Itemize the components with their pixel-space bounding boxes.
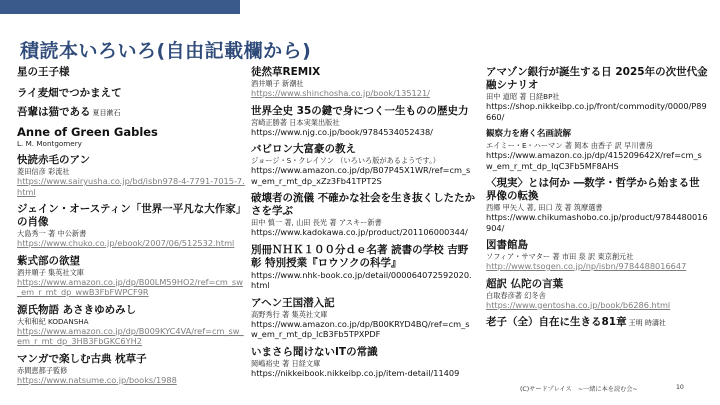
book-title: マンガで楽しむ古典 枕草子 (17, 352, 147, 365)
book-title: Anne of Green Gables (17, 125, 158, 139)
book-title: 快読赤毛のアン (17, 154, 91, 166)
page-number: 10 (676, 384, 684, 391)
book-entry (486, 316, 708, 330)
book-entry (486, 278, 708, 311)
book-entry (251, 244, 476, 291)
book-column-1 (17, 66, 245, 391)
book-author-inline: 夏目漱石 (92, 109, 121, 117)
book-author-publisher: 白取春彦著 幻冬舎 (486, 290, 546, 300)
book-title: 源氏物語 あさきゆめみし (17, 303, 137, 316)
book-title: 世界全史 35の鍵で身につく一生ものの歴史力 (251, 104, 469, 117)
book-entry (17, 66, 245, 79)
book-author-publisher: 酒井順子 集英社文庫 (17, 267, 84, 277)
book-author-publisher: 高野秀行 著 集英社文庫 (251, 309, 328, 319)
book-entry (251, 105, 476, 138)
book-entry (17, 203, 245, 249)
book-entry (17, 154, 245, 197)
book-column-2 (251, 66, 476, 384)
book-url-link[interactable]: https://www.kadokawa.co.jp/product/201106000344/ (251, 227, 468, 237)
book-url-link[interactable]: https://www.gentosha.co.jp/book/b6286.html (486, 299, 671, 310)
book-author-publisher: ジョージ・S・クレイソン （いろいろ版があるようです。） (251, 156, 440, 165)
book-entry (251, 346, 476, 379)
book-url-link[interactable]: https://nikkeibook.nikkeibp.co.jp/item-detail/11409 (251, 367, 460, 378)
book-entry (17, 87, 245, 100)
book-author-publisher: 大島秀一 著 中公新書 (17, 229, 87, 238)
book-title: 吾輩は猫である 夏目漱石 (17, 106, 121, 118)
book-author-publisher: 西郷 甲矢人 著, 田口 茂 著 筑摩選書 (486, 203, 603, 212)
book-url-link[interactable]: https://www.chikumashobo.co.jp/product/9784480016904/ (486, 212, 708, 233)
slide-title: 積読本いろいろ(自由記載欄から) (20, 40, 312, 62)
book-url-link[interactable]: https://www.nhk-book.co.jp/detail/000064072592020.html (251, 269, 472, 290)
book-author-publisher: 赤間恵都子監修 (17, 365, 68, 375)
book-entry (17, 304, 245, 347)
book-entry (17, 255, 245, 298)
book-url-link[interactable]: https://www.amazon.co.jp/dp/B00KRYD4BQ/ref=cm_sw_em_r_mt_dp_lcB3Fb5TPXPDF (251, 318, 470, 339)
book-entry (17, 106, 245, 120)
book-url-link[interactable]: https://www.amazon.co.jp/dp/B00LM59HO2/ref=cm_sw_em_r_mt_dp_wwB3FbFWPCF9R (17, 276, 243, 297)
book-entry (251, 143, 476, 186)
book-author-publisher: ソフィア・サマター 著 市田 泉 訳 東京創元社 (486, 252, 634, 261)
book-url-link[interactable]: https://shop.nikkeibp.co.jp/front/commodity/0000/P89660/ (486, 101, 707, 122)
book-url-link[interactable]: https://www.njg.co.jp/book/9784534052438/ (251, 126, 433, 137)
book-url-link[interactable]: http://www.tsogen.co.jp/np/isbn/9784488016647 (486, 261, 687, 271)
book-entry (251, 66, 476, 99)
book-author-inline: 王明 時濤社 (628, 319, 666, 327)
book-title: 破壊者の流儀 不確かな社会を生き抜くしたたかさを学ぶ (251, 192, 476, 217)
book-author-publisher: 田中 道昭 著 日経BP社 (486, 92, 560, 101)
book-title: アヘン王国潜入記 (251, 296, 335, 309)
book-url-link[interactable]: https://www.shinchosha.co.jp/book/135121/ (251, 88, 430, 98)
book-author-publisher: 菱田信彦 彩流社 (17, 167, 70, 176)
book-entry (251, 192, 476, 238)
book-author-publisher: 宮崎正勝著 日本実業出版社 (251, 117, 340, 127)
book-url-link[interactable]: https://www.amazon.co.jp/dp/B009KYC4VA/ref=cm_sw_em_r_mt_dp_3HB3FbGKC6YH2 (17, 325, 244, 346)
book-entry (251, 297, 476, 340)
book-column-3 (486, 66, 708, 336)
book-title: バビロン大富豪の教え (251, 143, 356, 155)
book-entry (486, 239, 708, 272)
book-title: アマゾン銀行が誕生する日 2025年の次世代金融シナリオ (486, 66, 708, 91)
book-url-link[interactable]: https://www.sairyusha.co.jp/bd/isbn978-4-7791-7015-7.html (17, 176, 245, 197)
book-url-link[interactable]: https://www.chuko.co.jp/ebook/2007/06/512532.html (17, 238, 235, 248)
book-url-link[interactable]: https://www.amazon.co.jp/dp/B07P45X1WR/ref=cm_sw_em_r_mt_dp_xZz3Fb41TPT2S (251, 165, 471, 186)
book-entry (486, 66, 708, 122)
book-url-link[interactable]: https://www.natsume.co.jp/books/1988 (17, 374, 177, 385)
book-title: ライ麦畑でつかまえて (17, 87, 122, 99)
book-author-publisher: L. M. Montgomery (17, 139, 82, 148)
book-entry (17, 353, 245, 386)
book-title: 図書館島 (486, 239, 528, 251)
book-title: 超訳 仏陀の言葉 (486, 277, 564, 290)
book-entry (486, 128, 708, 171)
book-entry (486, 177, 708, 233)
book-title: いまさら聞けないITの常識 (251, 345, 378, 358)
slide-footer: (C)サードプレイス ~一緒に本を読む会~ (520, 386, 638, 393)
book-title: ジェイン・オースティン「世界一平凡な大作家」の肖像 (17, 203, 241, 228)
book-author-publisher: エイミー・E・ハーマン 著 岡本 由香子 訳 早川書房 (486, 141, 653, 150)
book-title: 〈現実〉とは何か ―数学・哲学から始まる世界像の転換 (486, 177, 700, 202)
book-title: 老子（全）自在に生きる81章 王明 時濤社 (486, 316, 666, 328)
book-title: 別冊ＮＨＫ１００分ｄｅ名著 読書の学校 吉野彰 特別授業『ロウソクの科学』 (251, 243, 469, 269)
book-title: 紫式部の欲望 (17, 254, 80, 267)
book-url-link[interactable]: https://www.amazon.co.jp/dp/415209642X/ref=cm_sw_em_r_mt_dp_IqC3Fb5MF8AHS (486, 150, 702, 171)
book-title: 星の王子様 (17, 66, 70, 78)
accent-bar (0, 0, 240, 14)
book-author-publisher: 大和和紀 KODANSHA (17, 316, 89, 326)
book-title: 観察力を磨く名画読解 (486, 129, 572, 139)
book-author-publisher: 岡嶋裕史 著 日経文庫 (251, 358, 321, 368)
book-title: 徒然草REMIX (251, 66, 321, 78)
book-author-publisher: 酒井順子 新潮社 (251, 79, 304, 88)
book-author-publisher: 田中 慎一 著, 山田 長光 著 アスキー新書 (251, 218, 382, 227)
book-entry (17, 126, 245, 148)
